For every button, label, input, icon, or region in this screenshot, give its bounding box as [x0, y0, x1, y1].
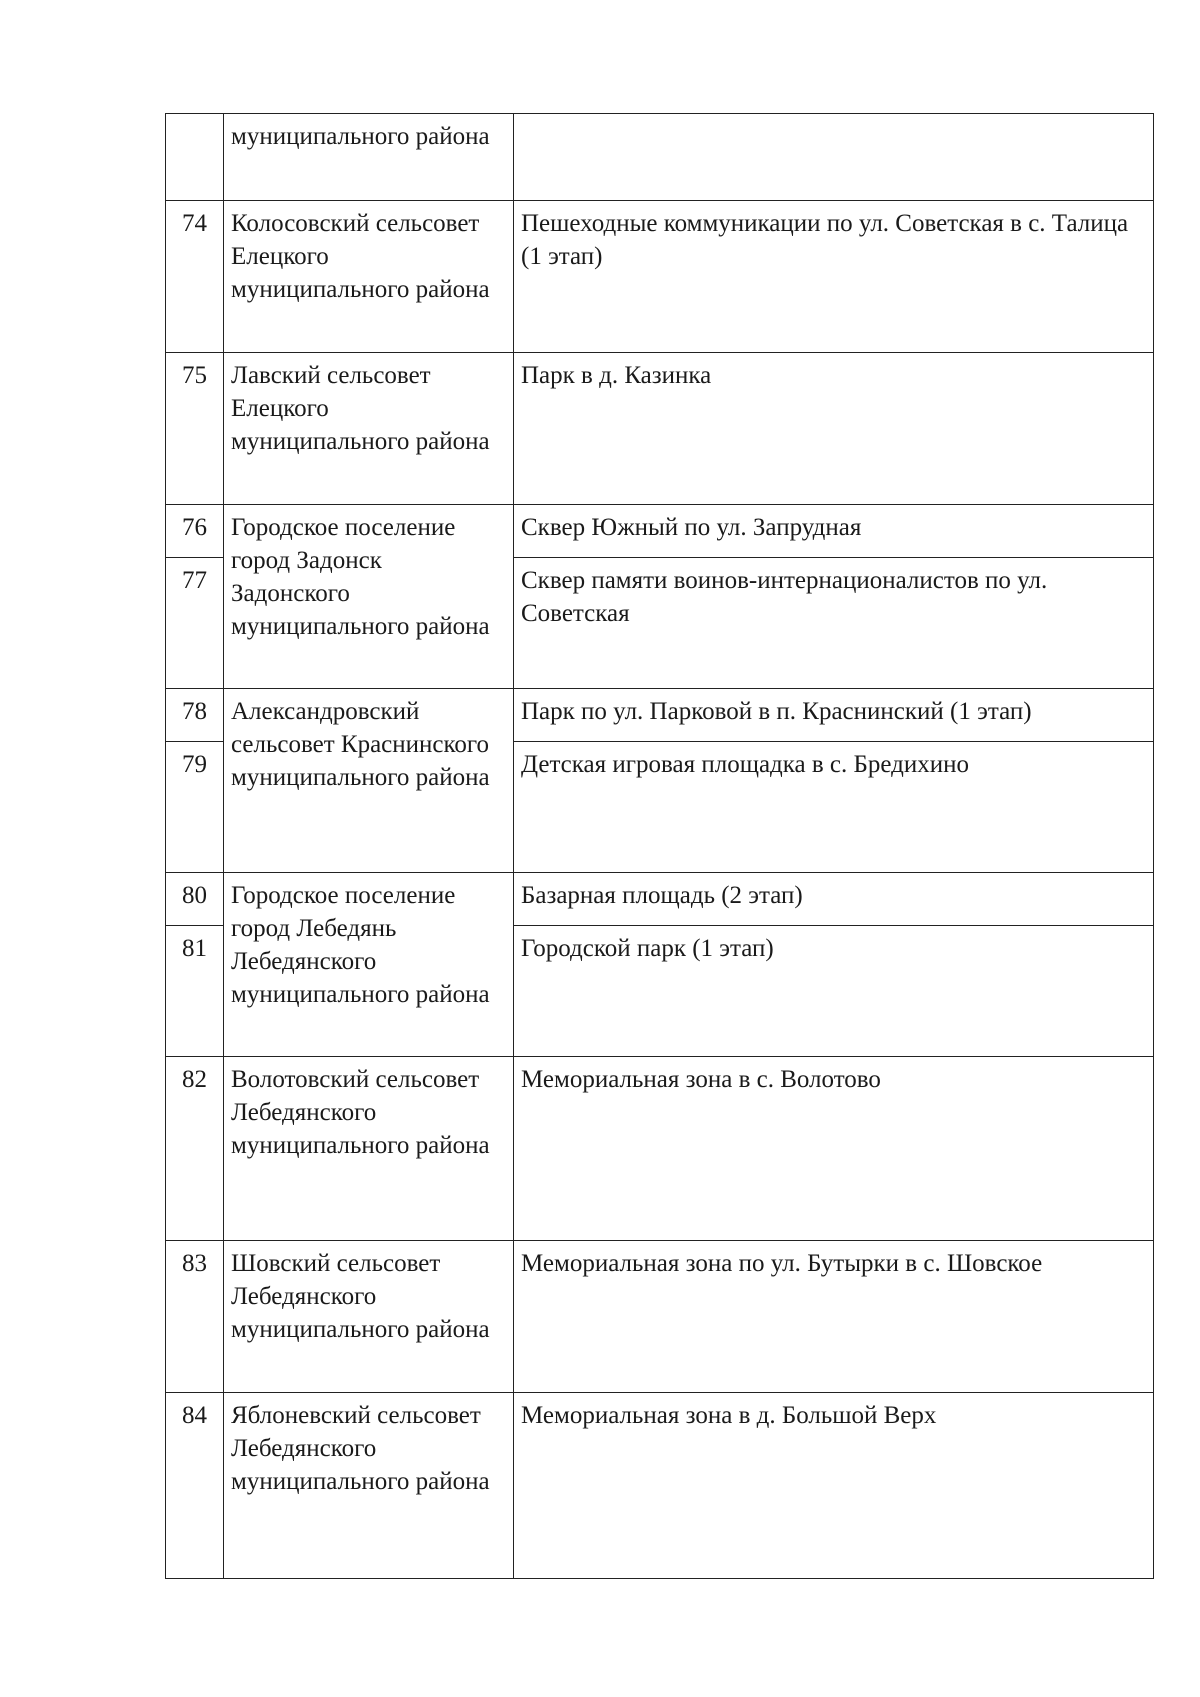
row-number-cell: 83: [166, 1241, 224, 1393]
object-cell: Мемориальная зона по ул. Бутырки в с. Шовское: [514, 1241, 1154, 1393]
object-cell: Мемориальная зона в д. Большой Верх: [514, 1393, 1154, 1579]
object-cell: Мемориальная зона в с. Волотово: [514, 1057, 1154, 1241]
table-row: [166, 1393, 1154, 1579]
municipality-cell: Колосовский сельсовет Елецкого муниципального района: [224, 201, 514, 353]
table-row: [166, 873, 1154, 926]
municipality-cell: Городское поселение город Лебедянь Лебедянского муниципального района: [224, 873, 514, 1057]
objects-table: [165, 113, 1154, 1579]
row-number-cell: 82: [166, 1057, 224, 1241]
row-number-cell: 77: [166, 558, 224, 689]
row-number-cell: 76: [166, 505, 224, 558]
row-number-cell: [166, 114, 224, 201]
row-number-cell: 81: [166, 926, 224, 1057]
table-row: [166, 505, 1154, 558]
object-cell: Пешеходные коммуникации по ул. Советская в с. Талица (1 этап): [514, 201, 1154, 353]
table-row: [166, 689, 1154, 742]
municipality-cell: Волотовский сельсовет Лебедянского муниципального района: [224, 1057, 514, 1241]
municipality-cell: Городское поселение город Задонск Задонского муниципального района: [224, 505, 514, 689]
municipality-cell: Яблоневский сельсовет Лебедянского муниципального района: [224, 1393, 514, 1579]
table-row: [166, 353, 1154, 505]
row-number-cell: 74: [166, 201, 224, 353]
municipality-cell: муниципального района: [224, 114, 514, 201]
municipality-cell: Лавский сельсовет Елецкого муниципального района: [224, 353, 514, 505]
object-cell: Сквер Южный по ул. Запрудная: [514, 505, 1154, 558]
object-cell: Парк в д. Казинка: [514, 353, 1154, 505]
object-cell: Сквер памяти воинов-интернационалистов по ул. Советская: [514, 558, 1154, 689]
table-row: [166, 1057, 1154, 1241]
municipality-cell: Александровский сельсовет Краснинского муниципального района: [224, 689, 514, 873]
table-row: [166, 1241, 1154, 1393]
row-number-cell: 84: [166, 1393, 224, 1579]
row-number-cell: 78: [166, 689, 224, 742]
object-cell: Парк по ул. Парковой в п. Краснинский (1 этап): [514, 689, 1154, 742]
table-row: [166, 201, 1154, 353]
row-number-cell: 79: [166, 742, 224, 873]
object-cell: Базарная площадь (2 этап): [514, 873, 1154, 926]
object-cell: [514, 114, 1154, 201]
object-cell: Детская игровая площадка в с. Бредихино: [514, 742, 1154, 873]
object-cell: Городской парк (1 этап): [514, 926, 1154, 1057]
municipality-cell: Шовский сельсовет Лебедянского муниципального района: [224, 1241, 514, 1393]
row-number-cell: 80: [166, 873, 224, 926]
row-number-cell: 75: [166, 353, 224, 505]
table-row: [166, 114, 1154, 201]
